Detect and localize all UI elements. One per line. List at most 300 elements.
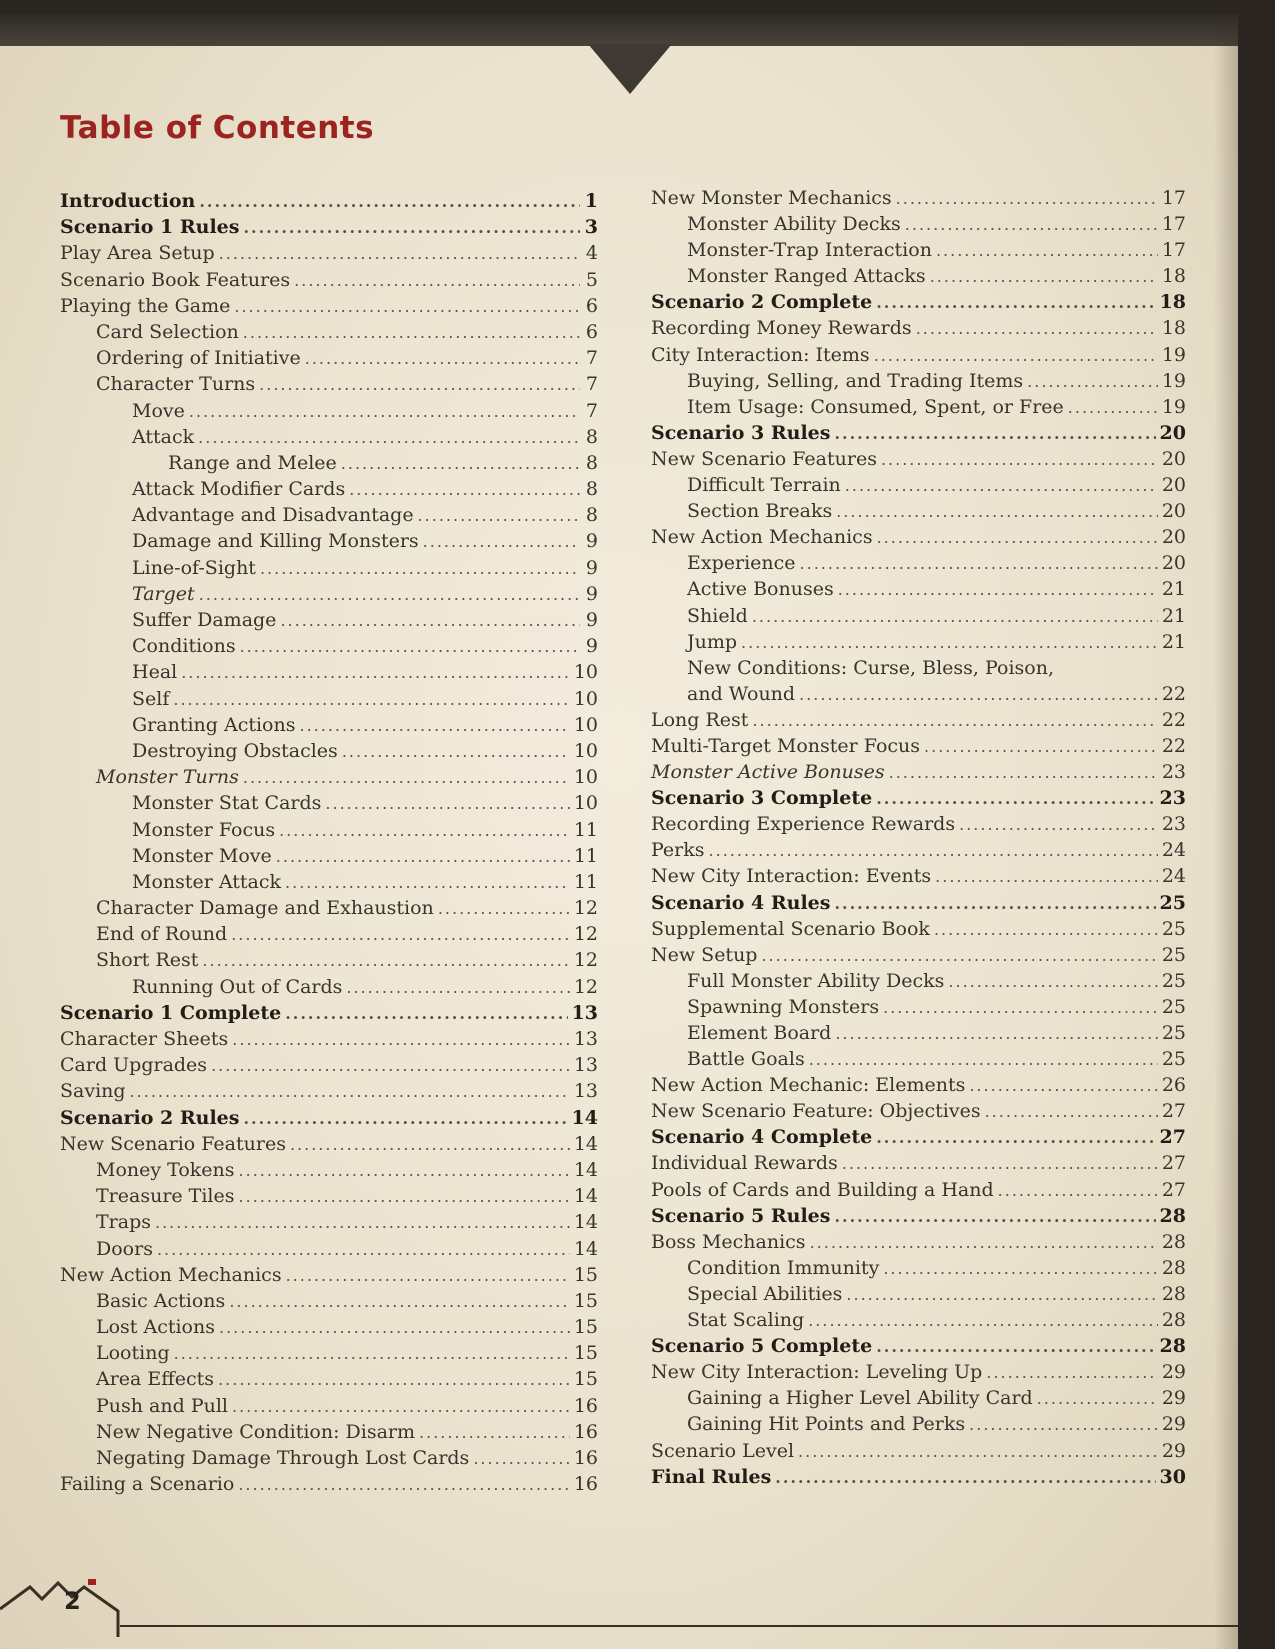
toc-entry-label: Money Tokens bbox=[96, 1158, 235, 1181]
toc-entry bbox=[60, 871, 598, 897]
toc-entry-page: 16 bbox=[573, 1473, 598, 1496]
dot-leader bbox=[836, 502, 1158, 521]
toc-entry-page: 14 bbox=[573, 1237, 598, 1260]
toc-entry-label: Conditions bbox=[132, 635, 236, 658]
dot-leader bbox=[173, 690, 569, 709]
toc-entry-label: Playing the Game bbox=[60, 294, 231, 317]
toc-entry-label: Card Upgrades bbox=[60, 1054, 208, 1077]
toc-entry-page: 17 bbox=[1161, 239, 1186, 262]
toc-entry bbox=[651, 1152, 1186, 1178]
dot-leader bbox=[834, 894, 1155, 913]
dot-leader bbox=[881, 450, 1158, 469]
dot-leader bbox=[1037, 1389, 1158, 1408]
toc-entry-label: New Scenario Features bbox=[651, 447, 877, 470]
toc-entry-page: 29 bbox=[1161, 1361, 1186, 1384]
toc-entry-page: 9 bbox=[585, 556, 598, 579]
toc-entry bbox=[60, 321, 598, 347]
dot-leader bbox=[959, 815, 1158, 834]
toc-entry-page: 20 bbox=[1161, 526, 1186, 549]
toc-entry bbox=[651, 448, 1186, 474]
toc-entry bbox=[651, 1361, 1186, 1387]
dot-leader bbox=[1027, 372, 1158, 391]
toc-entry-label: Section Breaks bbox=[687, 500, 833, 523]
toc-entry-page: 1 bbox=[584, 190, 598, 212]
toc-entry-label: Monster Move bbox=[132, 844, 272, 867]
toc-entry bbox=[651, 605, 1186, 631]
dot-leader bbox=[930, 267, 1158, 286]
toc-entry-label: Condition Immunity bbox=[687, 1256, 880, 1279]
toc-entry-page: 19 bbox=[1161, 395, 1186, 418]
toc-entry-page: 29 bbox=[1161, 1439, 1186, 1462]
toc-entry-page: 11 bbox=[573, 870, 598, 893]
toc-entry-page: 15 bbox=[573, 1342, 598, 1365]
toc-entry-page: 22 bbox=[1161, 734, 1186, 757]
toc-entry-label: Destroying Obstacles bbox=[132, 739, 338, 762]
toc-entry-page: 10 bbox=[573, 766, 598, 789]
toc-entry bbox=[651, 839, 1186, 865]
toc-entry-label: Monster Attack bbox=[132, 870, 282, 893]
toc-entry bbox=[651, 291, 1186, 317]
toc-entry-page: 16 bbox=[573, 1420, 598, 1443]
toc-entry bbox=[651, 396, 1186, 422]
toc-entry-label: New Action Mechanics bbox=[60, 1263, 282, 1286]
dot-leader bbox=[800, 554, 1158, 573]
toc-entry-page: 13 bbox=[573, 1028, 598, 1050]
toc-entry-label: Difficult Terrain bbox=[687, 474, 841, 497]
toc-entry-label: Monster Focus bbox=[132, 818, 276, 841]
toc-entry bbox=[60, 242, 598, 268]
toc-entry-label: Scenario 1 Complete bbox=[60, 1001, 282, 1024]
toc-entry bbox=[60, 373, 598, 399]
toc-entry-label: Stat Scaling bbox=[687, 1309, 805, 1332]
toc-entry-page: 30 bbox=[1159, 1465, 1186, 1488]
dot-leader bbox=[231, 925, 570, 944]
dot-leader bbox=[232, 1030, 570, 1049]
dot-leader bbox=[198, 428, 580, 447]
dot-leader bbox=[969, 1415, 1158, 1434]
toc-entry-label: Character Sheets bbox=[60, 1028, 229, 1050]
toc-entry bbox=[651, 1440, 1186, 1466]
dot-leader bbox=[294, 271, 580, 290]
toc-entry bbox=[651, 1231, 1186, 1257]
toc-entry-page: 4 bbox=[585, 242, 598, 265]
dot-leader bbox=[752, 711, 1157, 730]
toc-entry bbox=[651, 631, 1186, 657]
dot-leader bbox=[438, 899, 570, 918]
dot-leader bbox=[876, 293, 1155, 312]
toc-entry bbox=[60, 609, 598, 635]
toc-entry-label: Failing a Scenario bbox=[60, 1473, 235, 1496]
toc-entry-page: 9 bbox=[585, 635, 598, 658]
toc-entry-label: Supplemental Scenario Book bbox=[651, 917, 930, 940]
dot-leader bbox=[473, 1449, 570, 1468]
toc-entry-label: Gaining Hit Points and Perks bbox=[687, 1413, 966, 1436]
dot-leader bbox=[219, 244, 580, 263]
toc-entry bbox=[651, 526, 1186, 552]
toc-entry bbox=[651, 317, 1186, 343]
dot-leader bbox=[276, 847, 570, 866]
dot-leader bbox=[834, 424, 1155, 443]
toc-entry-label: Treasure Tiles bbox=[96, 1185, 235, 1208]
dot-leader bbox=[290, 1135, 570, 1154]
toc-entry-label: Monster Turns bbox=[96, 766, 239, 789]
toc-entry-page: 7 bbox=[585, 399, 598, 422]
dot-leader bbox=[834, 1207, 1155, 1226]
dot-leader bbox=[181, 663, 570, 682]
dot-leader bbox=[916, 319, 1158, 338]
dot-leader bbox=[934, 920, 1158, 939]
dot-leader bbox=[189, 402, 580, 421]
toc-entry bbox=[651, 1179, 1186, 1205]
toc-entry-page: 21 bbox=[1161, 604, 1186, 627]
toc-entry-label: Move bbox=[132, 399, 185, 422]
toc-entry-page: 13 bbox=[573, 1054, 598, 1077]
toc-entry-page: 8 bbox=[585, 504, 598, 527]
toc-entry bbox=[60, 1473, 598, 1499]
dot-leader bbox=[239, 1187, 570, 1206]
dot-leader bbox=[810, 1233, 1158, 1252]
toc-entry-page: 18 bbox=[1161, 265, 1186, 288]
toc-entry-label: Line-of-Sight bbox=[132, 556, 256, 579]
toc-entry-label: Doors bbox=[96, 1237, 153, 1260]
toc-entry bbox=[60, 1159, 598, 1185]
toc-entry-label: Area Effects bbox=[96, 1368, 215, 1391]
dot-leader bbox=[838, 580, 1158, 599]
dot-leader bbox=[280, 611, 580, 630]
dot-leader bbox=[935, 867, 1158, 886]
toc-entry-page: 23 bbox=[1161, 761, 1186, 784]
toc-entry-label: Lost Actions bbox=[96, 1316, 215, 1339]
toc-entry-label: Character Turns bbox=[96, 373, 256, 396]
toc-entry-label: New Negative Condition: Disarm bbox=[96, 1420, 416, 1443]
toc-entry bbox=[651, 813, 1186, 839]
toc-entry-label: Running Out of Cards bbox=[132, 975, 343, 998]
toc-entry bbox=[60, 1395, 598, 1421]
toc-entry-label: Long Rest bbox=[651, 708, 749, 731]
dot-leader bbox=[219, 1318, 570, 1337]
toc-entry bbox=[60, 583, 598, 609]
dot-leader bbox=[234, 297, 580, 316]
toc-entry-page: 18 bbox=[1159, 291, 1186, 314]
toc-entry bbox=[60, 740, 598, 766]
page-title: Table of Contents bbox=[60, 110, 375, 146]
toc-entry-page: 6 bbox=[585, 320, 598, 343]
dot-leader bbox=[775, 1468, 1155, 1487]
toc-entry-label: Advantage and Disadvantage bbox=[132, 504, 414, 527]
toc-entry-page: 16 bbox=[573, 1394, 598, 1417]
toc-entry-page: 25 bbox=[1161, 1048, 1186, 1071]
dot-leader bbox=[130, 1082, 570, 1101]
dot-leader bbox=[341, 454, 580, 473]
toc-entry-label: Looting bbox=[96, 1342, 170, 1365]
toc-entry bbox=[60, 1002, 598, 1028]
toc-entry-page: 24 bbox=[1161, 839, 1186, 862]
dot-leader bbox=[239, 1161, 570, 1180]
toc-entry-label: Scenario 1 Rules bbox=[60, 216, 240, 239]
toc-entry-label: Scenario Book Features bbox=[60, 268, 291, 291]
toc-entry-page: 28 bbox=[1161, 1282, 1186, 1305]
dot-leader bbox=[157, 1240, 570, 1259]
dot-leader bbox=[229, 1292, 570, 1311]
toc-entry-page: 28 bbox=[1159, 1204, 1186, 1227]
toc-entry-label: Battle Goals bbox=[687, 1048, 805, 1071]
dot-leader bbox=[889, 763, 1158, 782]
toc-entry bbox=[60, 1290, 598, 1316]
toc-entry-label: New Action Mechanics bbox=[651, 526, 873, 549]
toc-left-column bbox=[60, 190, 598, 1499]
dot-leader bbox=[243, 768, 570, 787]
toc-entry bbox=[60, 845, 598, 871]
dot-leader bbox=[238, 1475, 569, 1494]
toc-entry bbox=[60, 1264, 598, 1290]
toc-entry bbox=[60, 426, 598, 452]
toc-entry-label: Active Bonuses bbox=[687, 578, 834, 601]
toc-entry-label: New Scenario Feature: Objectives bbox=[651, 1100, 981, 1123]
toc-entry-page: 14 bbox=[573, 1185, 598, 1208]
toc-entry bbox=[60, 714, 598, 740]
toc-entry-page: 10 bbox=[573, 792, 598, 815]
dot-leader bbox=[969, 1076, 1157, 1095]
toc-entry-label: Scenario 3 Complete bbox=[651, 787, 873, 810]
toc-entry-label: Scenario 2 Complete bbox=[651, 291, 873, 314]
toc-entry bbox=[60, 452, 598, 478]
toc-entry-page: 29 bbox=[1161, 1387, 1186, 1410]
toc-entry-page: 28 bbox=[1159, 1335, 1186, 1358]
dot-leader bbox=[155, 1213, 570, 1232]
toc-entry-page: 27 bbox=[1159, 1126, 1186, 1149]
toc-entry bbox=[60, 792, 598, 818]
toc-entry-label: Push and Pull bbox=[96, 1394, 228, 1417]
toc-entry-label: Recording Experience Rewards bbox=[651, 813, 956, 836]
dot-leader bbox=[985, 1102, 1158, 1121]
toc-entry-label: Ordering of Initiative bbox=[96, 347, 301, 370]
dot-leader bbox=[285, 1004, 567, 1023]
toc-entry bbox=[60, 504, 598, 530]
toc-entry bbox=[651, 500, 1186, 526]
toc-entry bbox=[60, 478, 598, 504]
toc-entry-label: Damage and Killing Monsters bbox=[132, 530, 419, 553]
toc-entry-label: Full Monster Ability Decks bbox=[687, 969, 945, 992]
toc-entry-label: Range and Melee bbox=[168, 451, 337, 474]
toc-entry bbox=[651, 1205, 1186, 1231]
toc-entry bbox=[651, 1335, 1186, 1361]
toc-entry-label: Negating Damage Through Lost Cards bbox=[96, 1447, 470, 1469]
toc-entry-page: 10 bbox=[573, 739, 598, 762]
toc-entry-label: Basic Actions bbox=[96, 1289, 226, 1312]
toc-entry bbox=[651, 578, 1186, 604]
dot-leader bbox=[243, 323, 580, 342]
dot-leader bbox=[174, 1344, 570, 1363]
toc-entry bbox=[651, 1126, 1186, 1152]
dot-leader bbox=[998, 1181, 1158, 1200]
dot-leader bbox=[260, 559, 580, 578]
dot-leader bbox=[809, 1050, 1158, 1069]
toc-entry-label: Card Selection bbox=[96, 320, 239, 343]
toc-entry-page: 28 bbox=[1161, 1230, 1186, 1253]
toc-entry-page: 7 bbox=[585, 347, 598, 370]
toc-entry-page: 13 bbox=[573, 1080, 598, 1103]
toc-entry bbox=[60, 347, 598, 373]
toc-entry-label: Play Area Setup bbox=[60, 242, 215, 265]
toc-entry-label: Element Board bbox=[687, 1022, 832, 1044]
toc-entry bbox=[60, 635, 598, 661]
toc-entry bbox=[60, 766, 598, 792]
toc-entry bbox=[651, 787, 1186, 813]
toc-entry-page: 8 bbox=[585, 478, 598, 501]
toc-entry bbox=[651, 344, 1186, 370]
toc-entry bbox=[651, 213, 1186, 239]
toc-entry-page: 3 bbox=[584, 216, 598, 239]
toc-entry bbox=[651, 1283, 1186, 1309]
toc-entry-label: Scenario 5 Rules bbox=[651, 1204, 831, 1227]
toc-entry-label: Monster Active Bonuses bbox=[651, 761, 885, 784]
toc-entry bbox=[651, 552, 1186, 578]
dot-leader bbox=[876, 1337, 1155, 1356]
toc-entry bbox=[651, 265, 1186, 291]
toc-entry-page: 21 bbox=[1161, 578, 1186, 601]
dot-leader bbox=[243, 1109, 567, 1128]
dot-leader bbox=[905, 215, 1158, 234]
toc-entry-page: 10 bbox=[573, 713, 598, 736]
toc-entry bbox=[60, 688, 598, 714]
dot-leader bbox=[808, 1311, 1158, 1330]
toc-entry-label: Multi-Target Monster Focus bbox=[651, 734, 921, 757]
toc-entry bbox=[651, 761, 1186, 787]
toc-entry-page: 20 bbox=[1161, 552, 1186, 575]
dot-leader bbox=[842, 1154, 1158, 1173]
toc-entry-page: 11 bbox=[573, 844, 598, 867]
dot-leader bbox=[883, 998, 1158, 1017]
toc-entry bbox=[651, 422, 1186, 448]
book-page bbox=[0, 14, 1238, 1649]
toc-entry-label: Attack Modifier Cards bbox=[132, 478, 346, 501]
dot-leader bbox=[285, 873, 570, 892]
toc-entry-page: 26 bbox=[1161, 1074, 1186, 1097]
toc-entry-page: 25 bbox=[1161, 943, 1186, 966]
toc-entry-page: 5 bbox=[585, 268, 598, 291]
toc-entry-label: Scenario 5 Complete bbox=[651, 1335, 873, 1358]
dot-leader bbox=[199, 585, 580, 604]
toc-entry bbox=[651, 996, 1186, 1022]
toc-entry-page: 24 bbox=[1161, 865, 1186, 888]
toc-entry bbox=[651, 1413, 1186, 1439]
toc-entry bbox=[60, 661, 598, 687]
toc-entry-page: 15 bbox=[573, 1289, 598, 1312]
dot-leader bbox=[279, 821, 570, 840]
dot-leader bbox=[883, 1259, 1157, 1278]
dot-leader bbox=[199, 192, 580, 211]
toc-entry-page: 9 bbox=[585, 530, 598, 553]
footer-rule bbox=[120, 1625, 1238, 1627]
toc-entry bbox=[651, 735, 1186, 761]
toc-entry bbox=[651, 865, 1186, 891]
toc-entry-label: Boss Mechanics bbox=[651, 1230, 806, 1253]
toc-entry-page: 20 bbox=[1161, 474, 1186, 497]
toc-entry-page: 11 bbox=[573, 818, 598, 841]
dot-leader bbox=[761, 946, 1157, 965]
toc-entry-label: Suffer Damage bbox=[132, 609, 277, 631]
toc-entry bbox=[60, 269, 598, 295]
toc-entry bbox=[651, 918, 1186, 944]
toc-entry-label: Jump bbox=[687, 630, 738, 653]
toc-entry-label: Target bbox=[132, 582, 195, 605]
toc-entry-page: 12 bbox=[573, 949, 598, 972]
toc-entry bbox=[60, 1421, 598, 1447]
toc-entry-label: Traps bbox=[96, 1211, 151, 1234]
toc-entry-page: 22 bbox=[1161, 708, 1186, 731]
dot-leader bbox=[243, 218, 580, 237]
toc-entry-page: 15 bbox=[573, 1368, 598, 1391]
toc-entry bbox=[651, 709, 1186, 735]
toc-entry bbox=[651, 1022, 1186, 1048]
toc-entry-label: Buying, Selling, and Trading Items bbox=[687, 369, 1024, 392]
toc-entry-label: New Scenario Features bbox=[60, 1132, 286, 1155]
toc-entry-label: Shield bbox=[687, 604, 748, 627]
toc-entry bbox=[60, 1080, 598, 1106]
toc-entry bbox=[60, 923, 598, 949]
toc-entry-page: 25 bbox=[1161, 917, 1186, 940]
toc-entry-page: 14 bbox=[573, 1132, 598, 1155]
dot-leader bbox=[948, 972, 1157, 991]
toc-entry bbox=[60, 819, 598, 845]
toc-entry bbox=[60, 190, 598, 216]
toc-entry-page: 8 bbox=[585, 451, 598, 474]
toc-entry bbox=[60, 295, 598, 321]
toc-entry-page: 25 bbox=[1161, 995, 1186, 1018]
toc-entry bbox=[60, 216, 598, 242]
toc-entry-page: 7 bbox=[585, 373, 598, 396]
page-top-band bbox=[0, 14, 1238, 46]
bookmark-notch bbox=[588, 44, 672, 94]
toc-entry-label: New Setup bbox=[651, 943, 758, 966]
toc-entry-label: Recording Money Rewards bbox=[651, 317, 912, 340]
toc-entry-page: 14 bbox=[573, 1158, 598, 1181]
toc-entry-page: 19 bbox=[1161, 369, 1186, 392]
toc-entry-page: 20 bbox=[1161, 500, 1186, 523]
toc-entry bbox=[651, 1387, 1186, 1413]
toc-entry-page: 13 bbox=[571, 1001, 598, 1024]
toc-entry bbox=[651, 683, 1186, 709]
toc-entry bbox=[60, 1342, 598, 1368]
dot-leader bbox=[240, 637, 580, 656]
toc-entry-page: 23 bbox=[1161, 813, 1186, 836]
dot-leader bbox=[877, 528, 1158, 547]
toc-entry-page: 27 bbox=[1161, 1178, 1186, 1201]
toc-entry-page: 17 bbox=[1161, 187, 1186, 209]
dot-leader bbox=[896, 189, 1158, 208]
dot-leader bbox=[423, 532, 580, 551]
toc-entry bbox=[60, 1316, 598, 1342]
toc-entry-page: 20 bbox=[1161, 447, 1186, 470]
toc-entry bbox=[651, 892, 1186, 918]
toc-entry-page: 9 bbox=[585, 582, 598, 605]
toc-entry bbox=[60, 400, 598, 426]
toc-entry-page: 12 bbox=[573, 975, 598, 998]
toc-entry-label: New City Interaction: Events bbox=[651, 865, 932, 888]
toc-entry-label: Introduction bbox=[60, 190, 196, 212]
dot-leader bbox=[342, 742, 570, 761]
dot-leader bbox=[936, 241, 1158, 260]
toc-entry-page: 14 bbox=[573, 1211, 598, 1234]
toc-entry-page: 25 bbox=[1159, 891, 1186, 914]
toc-entry-label: Saving bbox=[60, 1080, 126, 1103]
toc-entry-label: Perks bbox=[651, 839, 705, 862]
toc-entry-page: 8 bbox=[585, 425, 598, 448]
toc-entry-page: 10 bbox=[573, 687, 598, 710]
toc-entry-page: 25 bbox=[1161, 969, 1186, 992]
dot-leader bbox=[349, 480, 580, 499]
toc-entry-page: 27 bbox=[1161, 1100, 1186, 1123]
